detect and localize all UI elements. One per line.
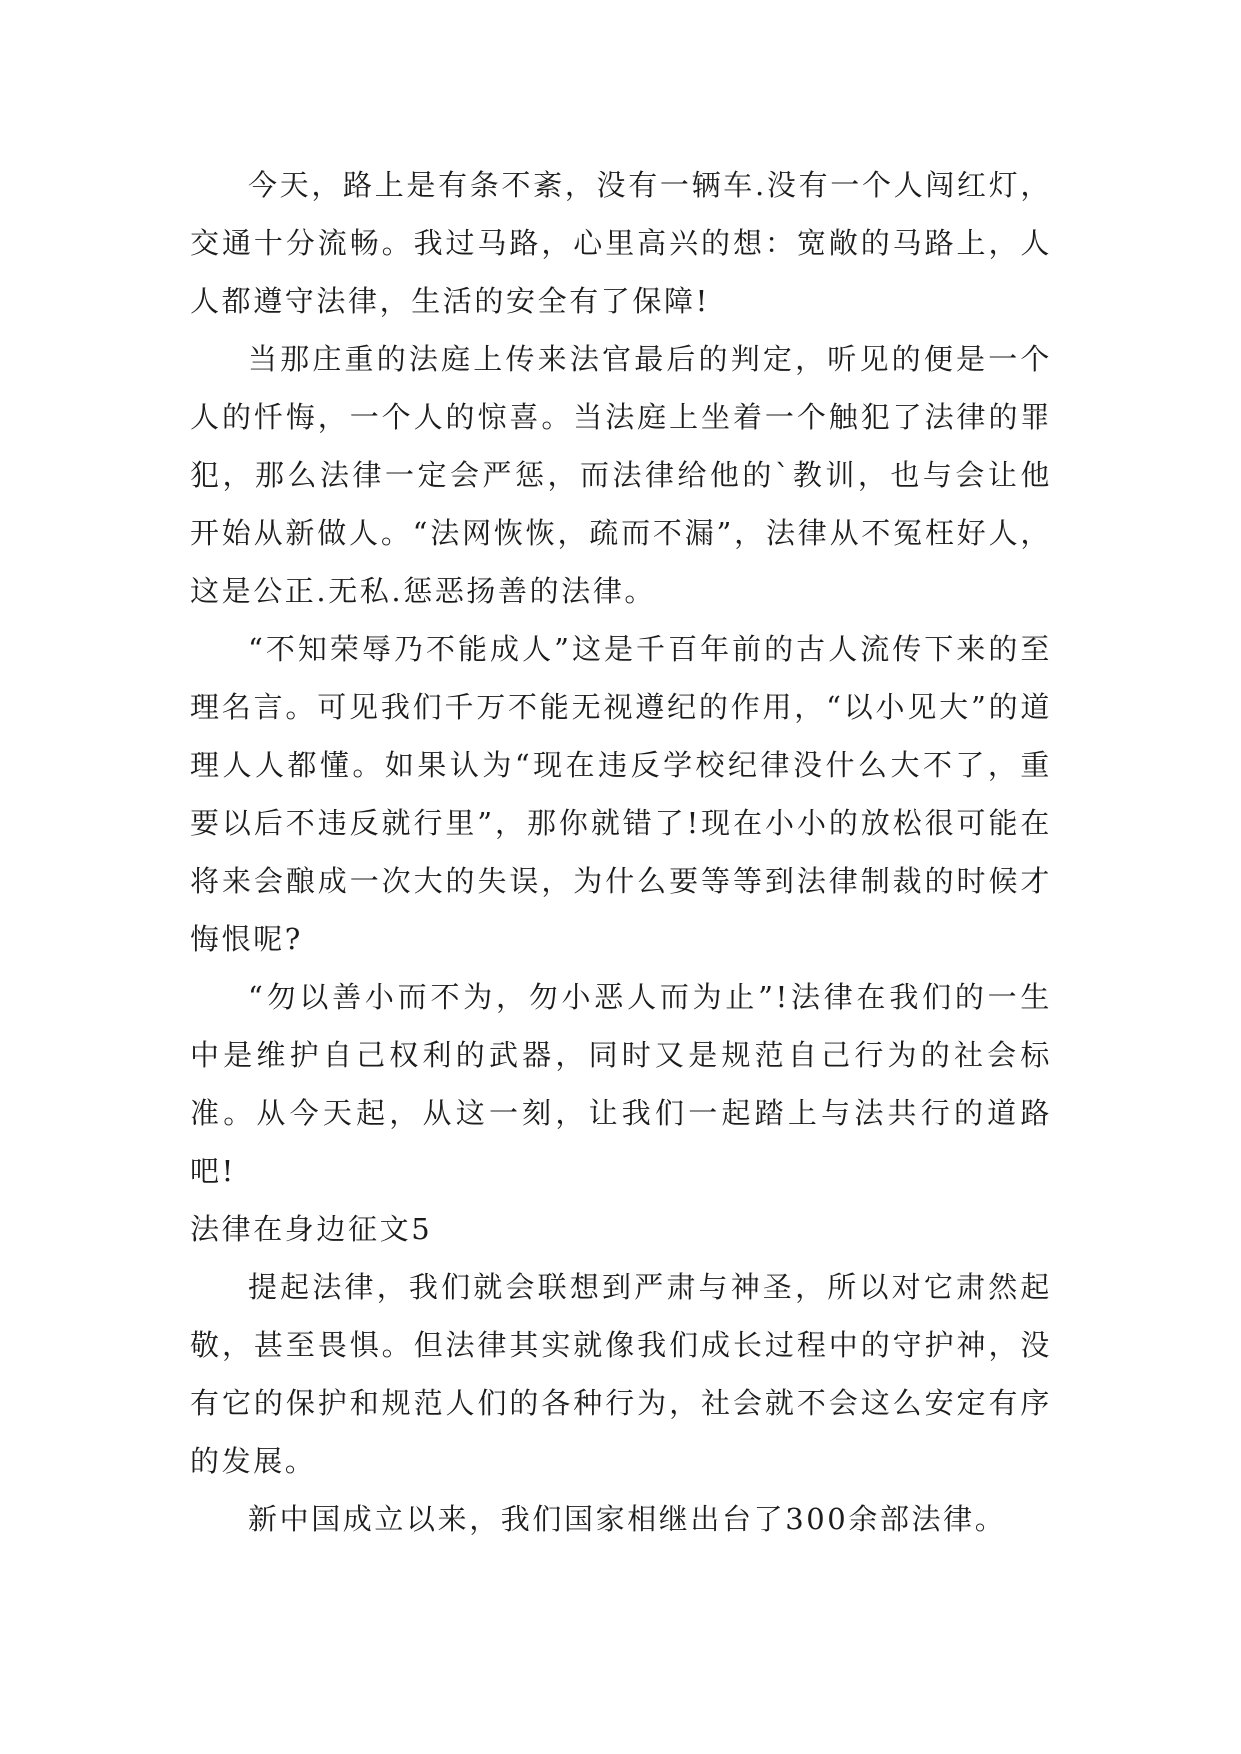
paragraph-4: “勿以善小而不为，勿小恶人而为止”!法律在我们的一生中是维护自己权利的武器，同时又是规范自己行为的社会标准。从今天起，从这一刻，让我们一起踏上与法共行的道路吧! bbox=[190, 980, 1052, 1188]
paragraph-1: 今天，路上是有条不紊，没有一辆车.没有一个人闯红灯，交通十分流畅。我过马路，心里高兴的想：宽敞的马路上，人人都遵守法律，生活的安全有了保障! bbox=[190, 168, 1052, 318]
paragraph-3: “不知荣辱乃不能成人”这是千百年前的古人流传下来的至理名言。可见我们千万不能无视遵纪的作用，“以小见大”的道理人人都懂。如果认为“现在违反学校纪律没什么大不了，重要以后不违反就行里”，那你就错了!现在小小的放松很可能在将来会酿成一次大的失误，为什么要等等到法律制裁的时候才悔恨呢? bbox=[190, 632, 1052, 956]
section-heading: 法律在身边征文5 bbox=[190, 1212, 433, 1246]
paragraph-5: 提起法律，我们就会联想到严肃与神圣，所以对它肃然起敬，甚至畏惧。但法律其实就像我们成长过程中的守护神，没有它的保护和规范人们的各种行为，社会就不会这么安定有序的发展。 bbox=[190, 1270, 1052, 1478]
paragraph-2: 当那庄重的法庭上传来法官最后的判定，听见的便是一个人的忏悔，一个人的惊喜。当法庭上坐着一个触犯了法律的罪犯，那么法律一定会严惩，而法律给他的`教训，也与会让他开始从新做人。“法网恢恢，疏而不漏”，法律从不冤枉好人，这是公正.无私.惩恶扬善的法律。 bbox=[190, 342, 1052, 608]
document-body bbox=[190, 156, 1052, 1548]
paragraph-6: 新中国成立以来，我们国家相继出台了300余部法律。 bbox=[248, 1502, 1007, 1536]
